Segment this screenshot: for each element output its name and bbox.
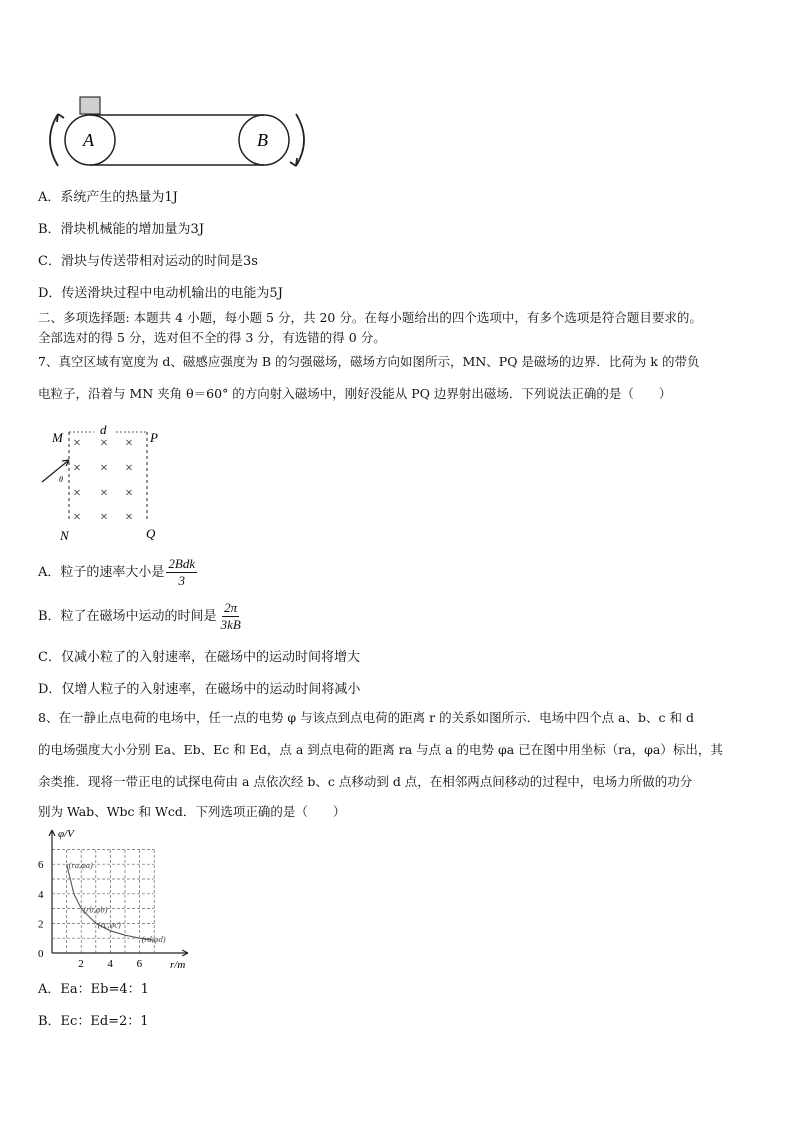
q8-stem-line1: 8、在一静止点电荷的电场中，任一点的电势 φ 与该点到点电荷的距离 r 的关系如图所示．电场中四个点 a、b、c 和 d	[38, 710, 694, 725]
x-tick-label: 6	[136, 958, 143, 970]
q8-option-a: A．Ea：Eb=4：1	[38, 982, 149, 997]
y-tick-label: 0	[38, 948, 44, 960]
svg-text:×: ×	[125, 461, 133, 476]
particle-path-arrow	[42, 460, 69, 482]
pulley-a-label: A	[83, 130, 94, 150]
q8-stem-line3: 余类推．现将一带正电的试探电荷由 a 点依次经 b、c 点移动到 d 点，在相邻两点间移动的过程中，电场力所做的功分	[38, 774, 693, 789]
y-tick-label: 2	[38, 918, 44, 931]
svg-text:×: ×	[125, 510, 133, 525]
conveyor-belt-figure	[40, 92, 320, 172]
svg-text:×: ×	[100, 486, 108, 501]
q8-stem-line2: 的电场强度大小分别 Ea、Eb、Ec 和 Ed，点 a 到点电荷的距离 ra 与点 a 的电势 φa 已在图中用坐标（ra，φa）标出，其	[38, 742, 723, 757]
svg-text:×: ×	[73, 436, 81, 451]
q7-option-d: D．仅增人粒子的入射速率，在磁场中的运动时间将减小	[38, 682, 361, 697]
x-tick-label: 4	[107, 958, 113, 970]
potential-distance-chart	[30, 826, 200, 972]
label-m: M	[52, 430, 63, 445]
pulley-b-label: B	[257, 130, 268, 150]
y-tick-label: 4	[38, 888, 44, 901]
label-n: N	[60, 528, 69, 543]
field-into-page-markers	[73, 436, 133, 525]
svg-text:×: ×	[125, 486, 133, 501]
point-label-2: (rc,φc)	[97, 919, 121, 930]
q6-option-d: D．传送滑块过程中电动机输出的电能为5J	[38, 286, 283, 301]
magnetic-field-figure	[36, 420, 176, 545]
slider-block	[80, 97, 100, 114]
q8-option-b: B．Ec：Ed=2：1	[38, 1014, 149, 1029]
q6-option-a: A．系统产生的热量为1J	[38, 190, 178, 205]
svg-text:×: ×	[73, 510, 81, 525]
point-label-3: (rd,φd)	[141, 934, 166, 945]
label-p: P	[150, 430, 158, 445]
q7-stem-line2: 电粒子，沿着与 MN 夹角 θ＝60° 的方向射入磁场中，刚好没能从 PQ 边界射出磁场．下列说法正确的是（ ）	[38, 386, 672, 401]
q7-option-a: A．粒子的速率大小是 $\frac{\text{2Bdk}}{3}$	[38, 556, 196, 588]
label-q: Q	[146, 526, 156, 541]
svg-text:×: ×	[100, 461, 108, 476]
x-axis-label: r/m	[170, 959, 186, 971]
svg-text:×: ×	[100, 510, 108, 525]
svg-text:×: ×	[73, 461, 81, 476]
q7-stem-line1: 7、真空区域有宽度为 d、磁感应强度为 B 的匀强磁场，磁场方向如图所示，MN、PQ 是磁场的边界．比荷为 k 的带负	[38, 354, 700, 369]
y-axis-label: φ/V	[58, 828, 74, 840]
q7-option-c: C．仅减小粒了的入射速率，在磁场中的运动时间将增大	[38, 650, 360, 665]
point-label-0: (ra,φa)	[68, 860, 93, 871]
section2-heading-line1: 二、多项选择题: 本题共 4 小题，每小题 5 分，共 20 分。在每小题给出的四个选项中，有多个选项是符合题目要求的。	[38, 310, 702, 325]
q6-option-b: B．滑块机械能的增加量为3J	[38, 222, 205, 237]
svg-text:×: ×	[73, 486, 81, 501]
q6-option-c: C．滑块与传送带相对运动的时间是3s	[38, 254, 258, 269]
y-tick-label: 6	[38, 859, 44, 872]
point-label-1: (rb,φb)	[83, 904, 108, 915]
svg-text:×: ×	[100, 436, 108, 451]
q8-stem-line4: 别为 Wab、Wbc 和 Wcd．下列选项正确的是（ ）	[38, 804, 346, 819]
x-tick-label: 2	[78, 958, 84, 970]
svg-text:×: ×	[125, 436, 133, 451]
section2-heading-line2: 全部选对的得 5 分，选对但不全的得 3 分，有选错的得 0 分。	[38, 330, 386, 345]
q7-option-b: B．粒了在磁场中运动的时间是 $\frac{2\pi}{3kB}$	[38, 600, 241, 632]
label-theta: θ	[59, 475, 63, 484]
label-d: d	[100, 422, 107, 437]
